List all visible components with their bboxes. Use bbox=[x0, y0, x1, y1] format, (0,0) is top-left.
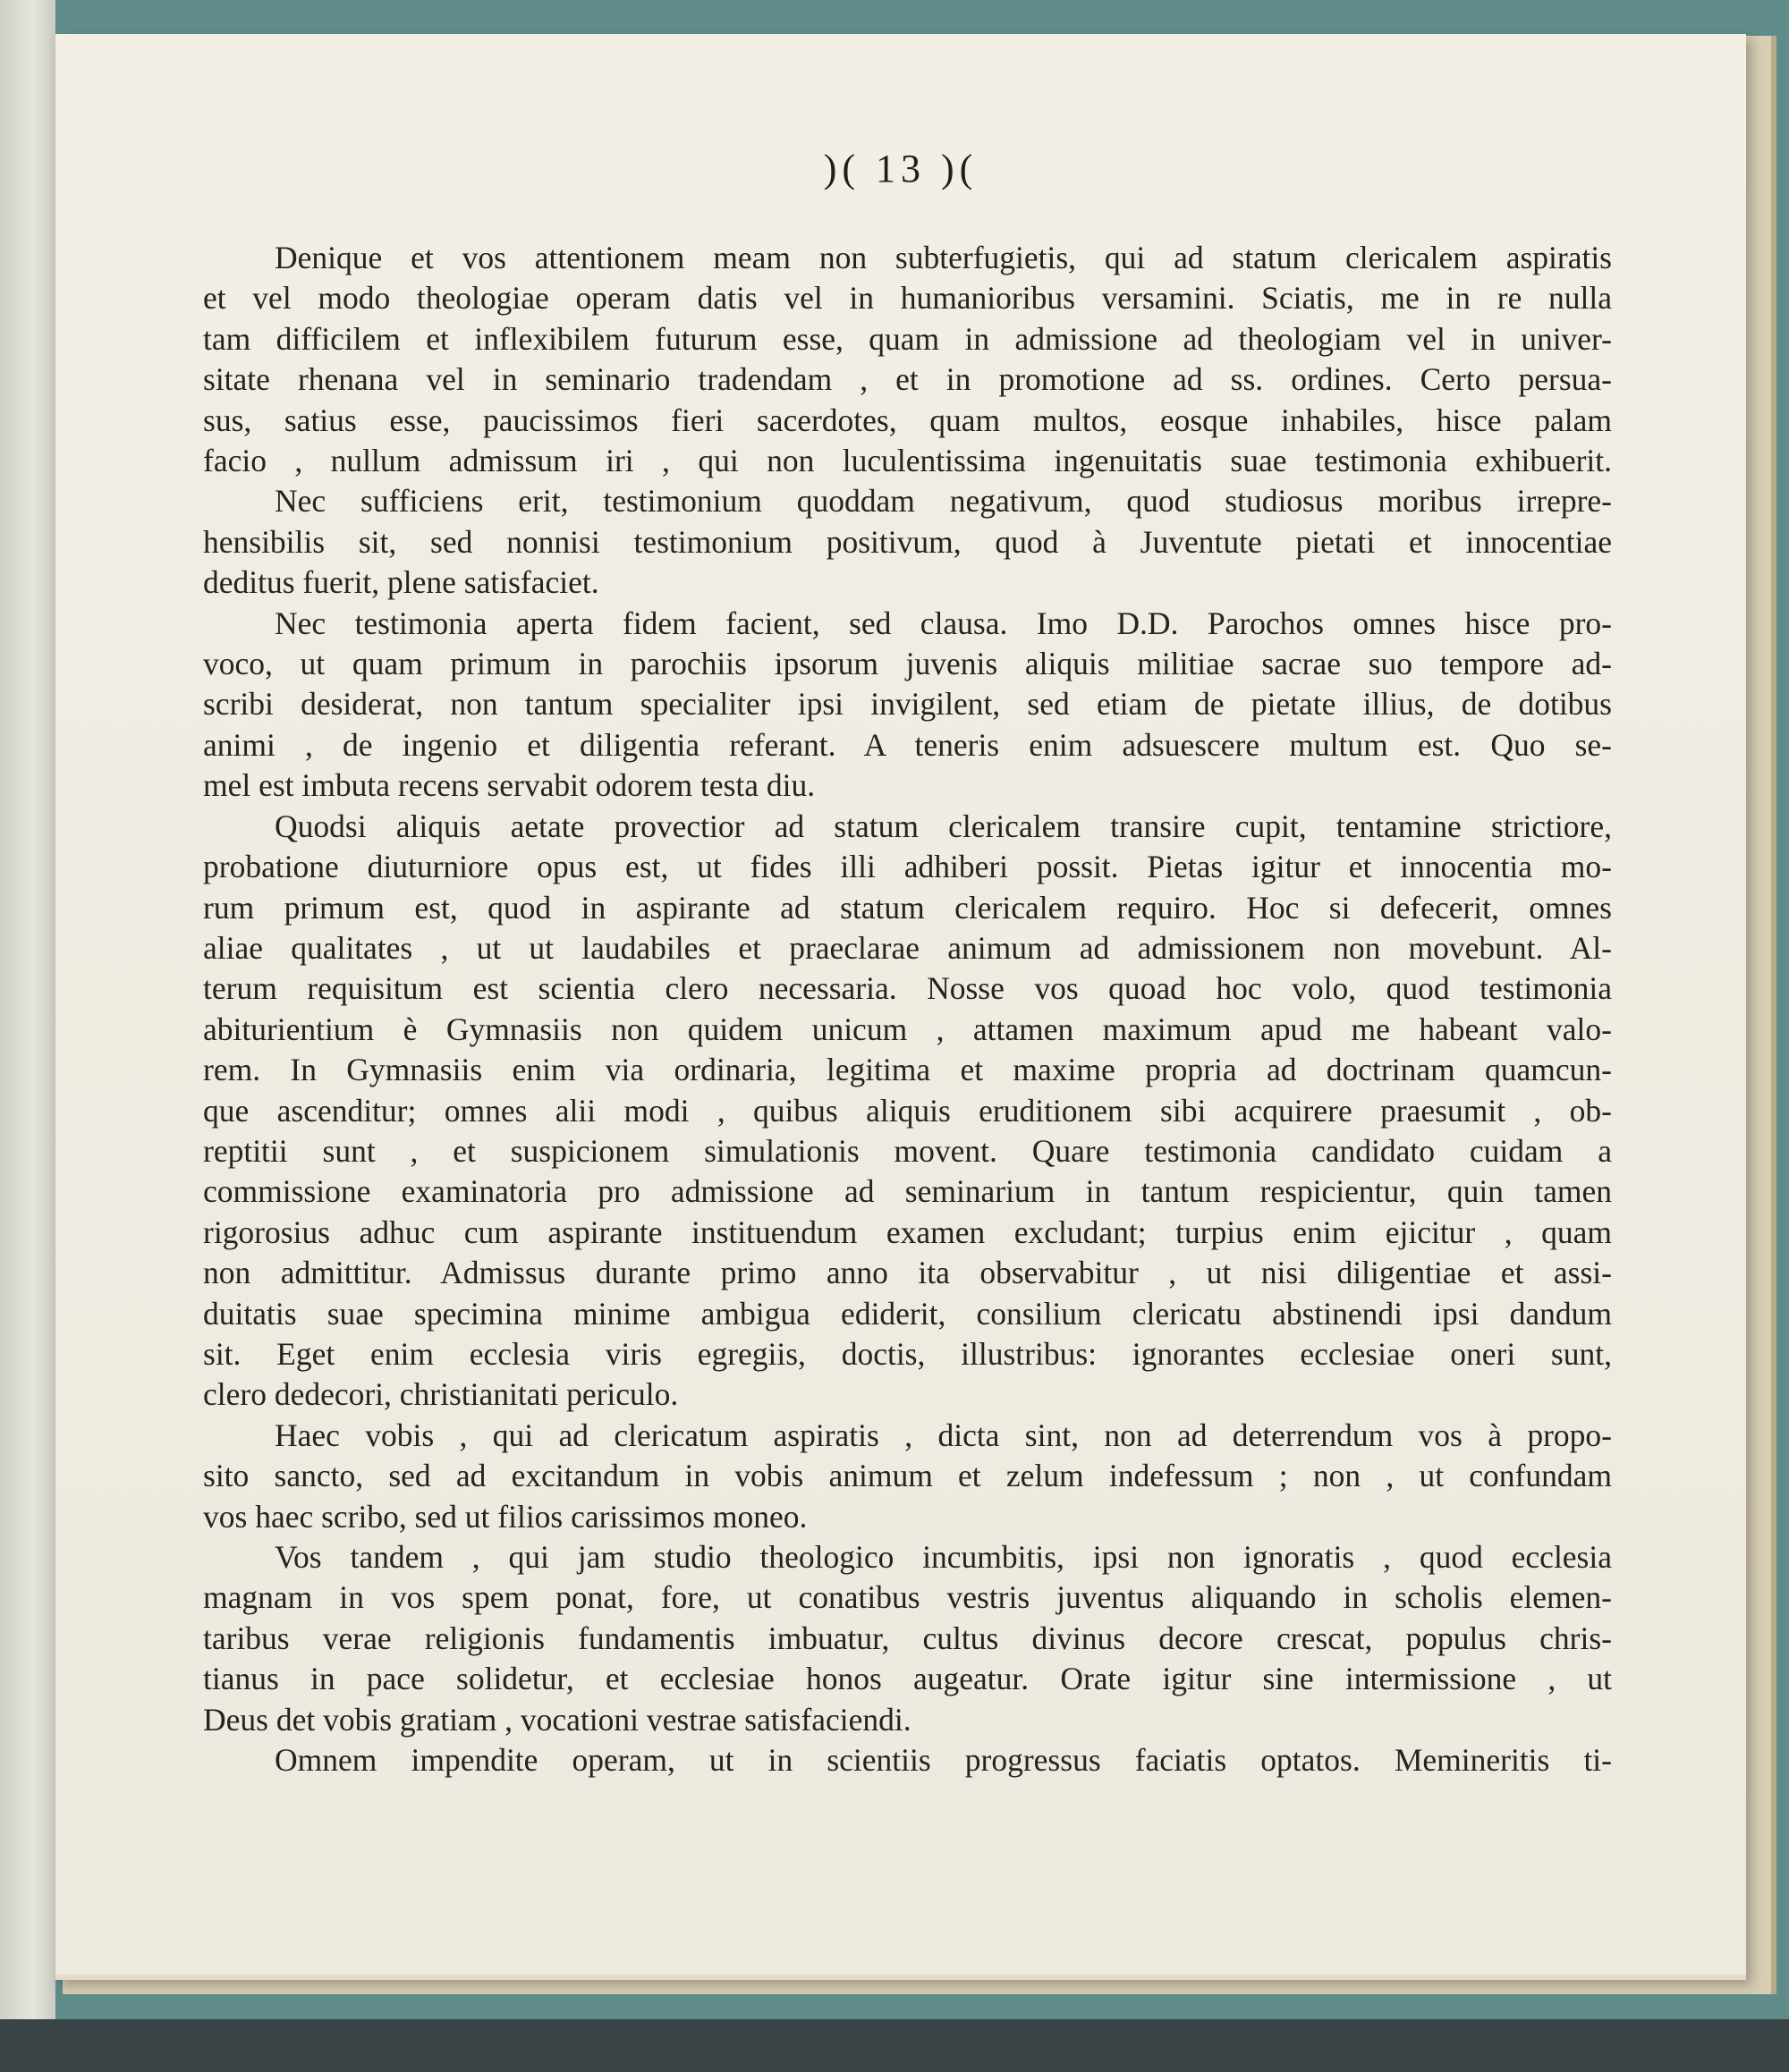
text-line: probatione diuturniore opus est, ut fides illi adhiberi possit. Pietas igitur et innocentia mo- bbox=[203, 849, 1612, 885]
text-line: Haec vobis , qui ad clericatum aspiratis , dicta sint, non ad deterrendum vos à propo- bbox=[275, 1417, 1612, 1453]
text-line: clero dedecori, christianitati periculo. bbox=[203, 1376, 679, 1413]
text-line: facio , nullum admissum iri , qui non luculentissima ingenuitatis suae testimonia exhibuerit. bbox=[203, 443, 1612, 479]
text-line: Nec sufficiens erit, testimonium quoddam negativum, quod studiosus moribus irrepre- bbox=[275, 483, 1612, 520]
book-page bbox=[55, 34, 1746, 1980]
page-number: )( 13 )( bbox=[823, 147, 979, 190]
text-line: duitatis suae specimina minime ambigua ediderit, consilium clericatu abstinendi ipsi dandum bbox=[203, 1295, 1612, 1332]
text-line: tam difficilem et inflexibilem futurum esse, quam in admissione ad theologiam vel in univer- bbox=[203, 320, 1612, 357]
text-line: hensibilis sit, sed nonnisi testimonium positivum, quod à Juventute pietati et innocentiae bbox=[203, 523, 1612, 560]
text-line: Vos tandem , qui jam studio theologico incumbitis, ipsi non ignoratis , quod ecclesia bbox=[275, 1539, 1612, 1575]
book-binding bbox=[0, 0, 55, 2072]
text-line: rem. In Gymnasiis enim via ordinaria, legitima et maxime propria ad doctrinam quamcun- bbox=[203, 1052, 1612, 1088]
text-line: voco, ut quam primum in parochiis ipsorum juvenis aliquis militiae sacrae suo tempore ad- bbox=[203, 646, 1612, 682]
text-line: sus, satius esse, paucissimos fieri sacerdotes, quam multos, eosque inhabiles, hisce palam bbox=[203, 402, 1612, 438]
text-line: sito sancto, sed ad excitandum in vobis animum et zelum indefessum ; non , ut confundam bbox=[203, 1458, 1612, 1494]
text-line: rum primum est, quod in aspirante ad statum clericalem requiro. Hoc si defecerit, omnes bbox=[203, 889, 1612, 926]
text-line: abiturientium è Gymnasiis non quidem unicum , attamen maximum apud me habeant valo- bbox=[203, 1011, 1612, 1047]
text-line: Nec testimonia aperta fidem facient, sed clausa. Imo D.D. Parochos omnes hisce pro- bbox=[275, 605, 1612, 641]
text-line: aliae qualitates , ut ut laudabiles et praeclarae animum ad admissionem non movebunt. Al- bbox=[203, 929, 1612, 966]
text-line: non admittitur. Admissus durante primo anno ita observabitur , ut nisi diligentiae et assi- bbox=[203, 1255, 1612, 1291]
text-line: commissione examinatoria pro admissione ad seminarium in tantum respicientur, quin tamen bbox=[203, 1173, 1612, 1210]
scan-background bbox=[0, 2019, 1789, 2072]
text-line: sit. Eget enim ecclesia viris egregiis, doctis, illustribus: ignorantes ecclesiae oneri sunt, bbox=[203, 1335, 1612, 1372]
text-line: rigorosius adhuc cum aspirante instituendum examen excludant; turpius enim ejicitur , quam bbox=[203, 1214, 1612, 1250]
text-line: Denique et vos attentionem meam non subterfugietis, qui ad statum clericalem aspiratis bbox=[275, 240, 1612, 275]
text-line: sitate rhenana vel in seminario tradendam , et in promotione ad ss. ordines. Certo persua- bbox=[203, 361, 1612, 398]
text-line: et vel modo theologiae operam datis vel in humanioribus versamini. Sciatis, me in re nulla bbox=[203, 280, 1612, 317]
text-line: animi , de ingenio et diligentia referant. A teneris enim adsuescere multum est. Quo se- bbox=[203, 726, 1612, 763]
text-line: magnam in vos spem ponat, fore, ut conatibus vestris juventus aliquando in scholis elemen- bbox=[203, 1579, 1612, 1616]
text-line: vos haec scribo, sed ut filios carissimos moneo. bbox=[203, 1498, 808, 1535]
text-line: reptitii sunt , et suspicionem simulationis movent. Quare testimonia candidato cuidam a bbox=[203, 1132, 1612, 1169]
text-line: taribus verae religionis fundamentis imbuatur, cultus divinus decore crescat, populus chris- bbox=[203, 1620, 1612, 1656]
text-line: terum requisitum est scientia clero necessaria. Nosse vos quoad hoc volo, quod testimonia bbox=[203, 970, 1612, 1007]
text-line: que ascenditur; omnes alii modi , quibus aliquis eruditionem sibi acquirere praesumit , ob- bbox=[203, 1092, 1612, 1129]
text-line: Omnem impendite operam, ut in scientiis progressus faciatis optatos. Memineritis ti- bbox=[275, 1742, 1612, 1779]
text-line: mel est imbuta recens servabit odorem testa diu. bbox=[203, 767, 816, 804]
text-line: Quodsi aliquis aetate provectior ad statum clericalem transire cupit, tentamine strictiore, bbox=[275, 808, 1612, 844]
text-line: tianus in pace solidetur, et ecclesiae honos augeatur. Orate igitur sine intermissione , ut bbox=[203, 1661, 1612, 1697]
text-line: Deus det vobis gratiam , vocationi vestrae satisfaciendi. bbox=[203, 1701, 911, 1738]
text-line: deditus fuerit, plene satisfaciet. bbox=[203, 564, 599, 601]
text-line: scribi desiderat, non tantum specialiter ipsi invigilent, sed etiam de pietate illius, de dotibus bbox=[203, 686, 1612, 723]
body-text bbox=[203, 238, 1612, 1780]
